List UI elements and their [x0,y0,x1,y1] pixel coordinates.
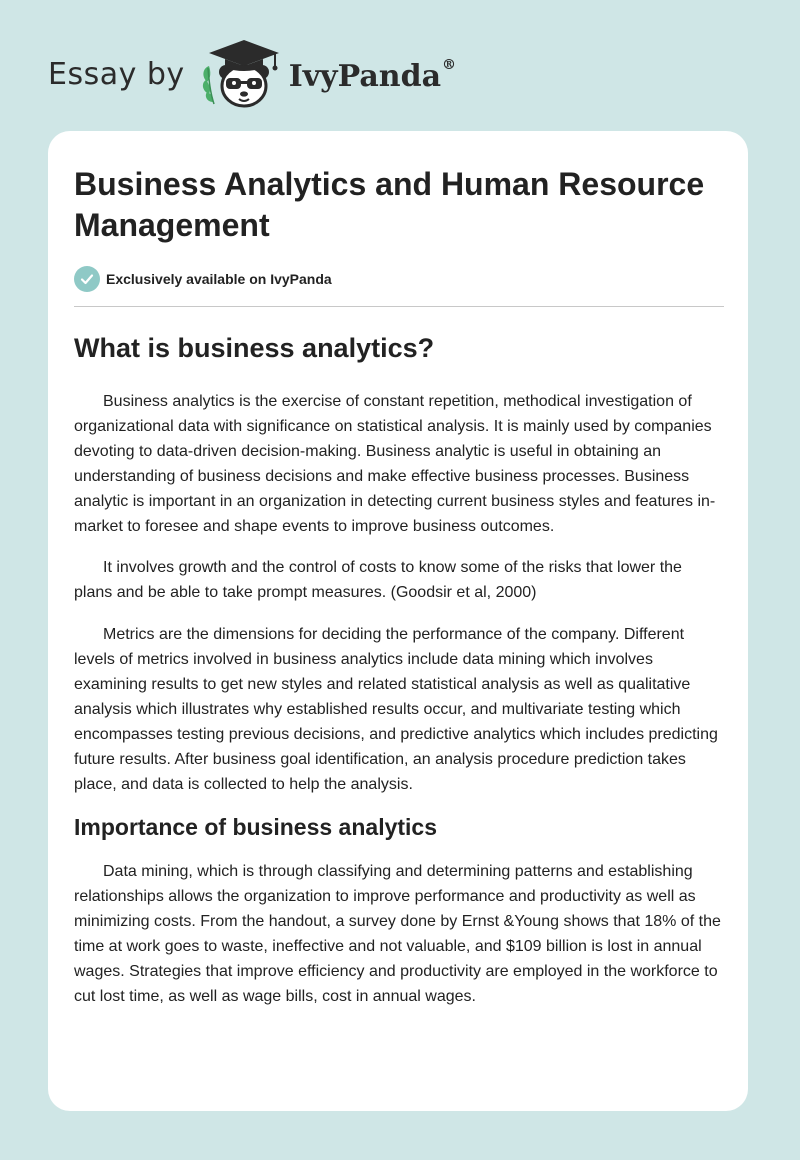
badge-label: Exclusively available on IvyPanda [106,271,332,287]
essay-title: Business Analytics and Human Resource Management [74,166,705,243]
paragraph: It involves growth and the control of costs to know some of the risks that lower the plans and be able to take prompt measures. (Goodsir et al, 2000) [74,559,682,601]
paragraph: Data mining, which is through classifying and determining patterns and establishing relationships allows the organization to improve performance and productivity as well as minimizing costs. From the handout, a survey done by Ernst &Young shows that 18% of the time at work goes to waste, ineffective and not valuable, and $109 billion is lost in annual wages. Strategies that improve efficiency and productivity are employed in the workforce to cut lost time, as well as wage bills, cost in annual wages. [74,863,721,1005]
brand-text: IvyPanda [288,58,442,94]
availability-badge [74,264,724,294]
paragraph: Business analytics is the exercise of constant repetition, methodical investigation of organizational data with significance on statistical analysis. It is mainly used by companies devoting to data-driven decision-making. Business analytic is useful in obtaining an understanding of business decisions and make effective business processes. Business analytic is important in an organization in detecting current business styles and features in-market to foresee and shape events to improve business outcomes. [74,393,716,535]
panda-graduate-icon [199,36,285,112]
registered-mark: ® [442,56,457,73]
essay-by-label: Essay by [48,56,185,92]
divider [74,306,724,307]
section-heading: Importance of business analytics [74,814,438,840]
check-circle-icon [74,266,100,292]
essay-content [74,164,724,1009]
brand-name [288,56,457,94]
paragraph: Metrics are the dimensions for deciding the performance of the company. Different levels of metrics involved in business analytics include data mining which involves examining results to get new styles and related statistical analysis as well as qualitative analysis which illustrates why established results occur, and multivariate testing which encompasses testing previous decisions, and predictive analytics which includes predicting future results. After business goal identification, an analysis procedure prediction takes place, and data is collected to help the analysis. [74,626,718,793]
site-header [48,34,456,114]
essay-card [48,131,748,1111]
section-heading: What is business analytics? [74,333,435,363]
